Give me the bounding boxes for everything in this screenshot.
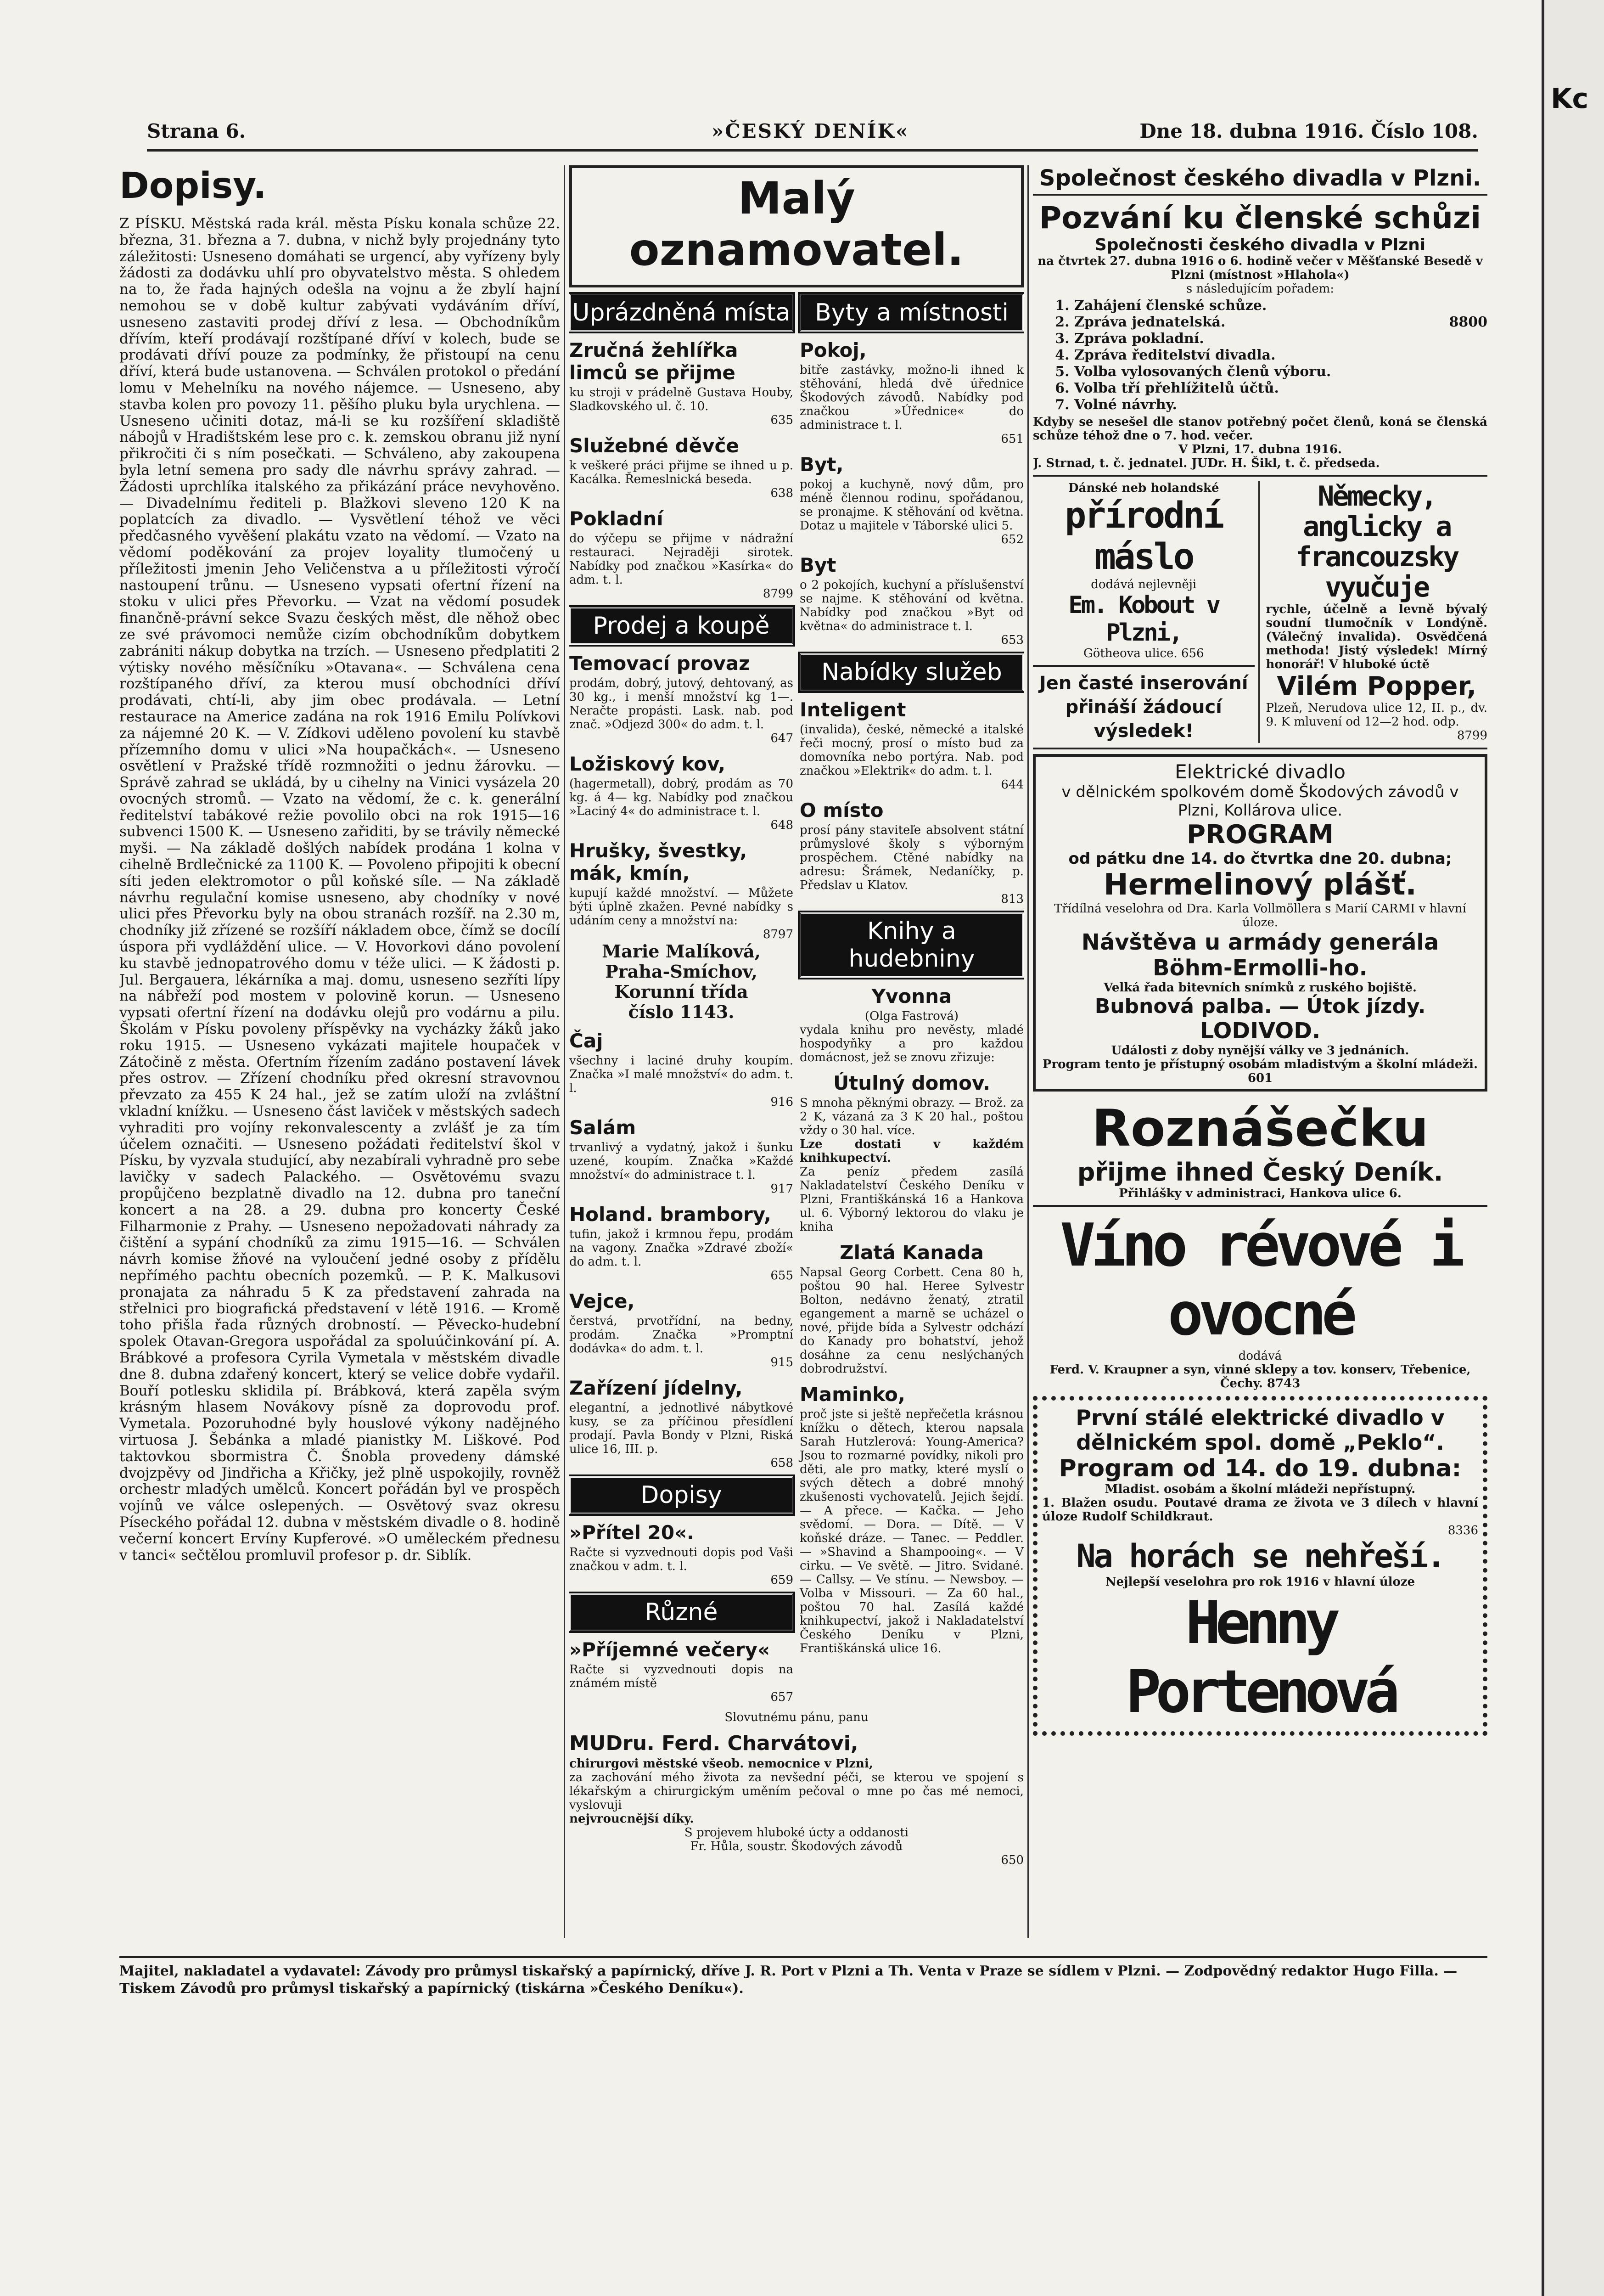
invitation-note: Kdyby se nesešel dle stanov potřebný počet členů, koná se členská schůze téhož dne o 7. hod. večer. [1033,415,1487,443]
page-number: Strana 6. [147,120,246,142]
ad-entry: Inteligent (invalida), české, německé a italské řeči mocný, prosí o místo bud za domovníka nebo portýra. Nab. pod značkou »Elektrik« do adm. t. l. 644 [800,698,1024,792]
category-header: Nabídky služeb [800,653,1024,691]
ads-column [1033,165,1487,1942]
ad-entry: O místo prosí pány staviteľe absolvent státní průmyslové školy s výborným prospěchem. Ctěné nabídky na adresu: Šrámek, Nedaníčky, p. Předslav u Klatov. 813 [800,799,1024,906]
insertion-slogan: Jen časté inserování přináší žádoucí výsledek! [1039,673,1248,742]
classifieds-right [800,287,1024,1704]
classifieds-left [569,287,793,1704]
ad-entry: »Příjemné večery« Račte si vyzvednouti dopis na známém místě 657 [569,1638,793,1704]
ad-entry: Hrušky, švestky, mák, kmín, kupují každé množství. — Můžete býti úplně zkažen. Pevné nabídky s udáním ceny a množství na: 8797 [569,839,793,941]
ad-entry: Pokladní do výčepu se přijme v nádražní restauraci. Nejraději sirotek. Nabídky pod značkou »Kasírka« do adm. t. l. 8799 [569,507,793,601]
column-divider [1027,165,1029,1938]
edge-fragment: Kc [1551,83,1589,115]
classifieds-row [569,287,1024,1704]
kanada-ad: Zlatá Kanada Napsal Georg Corbett. Cena 80 h, poštou 90 hal. Heree Sylvestr Bolton, nedávno ženatý, ztratil egangement a marně se ucházel o nové, přijde bída a Sylvestr odchází do Kanady pro bohatství, jehož dosáhne za cenu neslýchaných dobrodružství. [800,1241,1024,1376]
ad-entry: Ložiskový kov, (hagermetall), dobrý, prodám as 70 kg. á 4— kg. Nabídky pod značkou »Laciný 4« do administrace t. l. 648 [569,753,793,832]
category-header: Knihy a hudebniny [800,912,1024,978]
book-order-note: Lze dostati v každém knihkupectví. Za peníz předem zasílá Nakladatelství Českého Deníku v Plzni, Františkánská 16 a Hankova ul. 6. Výborný lektorou do vlaku je kniha [800,1137,1024,1234]
ad-entry: Holand. brambory, tufin, jakož i krmnou řepu, prodám na vagony. Značka »Zdravé zboží« do adm. t. l. 655 [569,1203,793,1283]
malikova-address: Marie Malíková, Praha-Smíchov, Korunní třída číslo 1143. [602,941,761,1022]
ad-entry: Čaj všechny i laciné druhy koupím. Značka »I malé množství« do adm. t. l. 916 [569,1030,793,1109]
ads-row [1033,481,1487,743]
category-header: Uprázdněná místa [569,294,793,332]
theatre-society-heading: Společnost českého divadla v Plzni. [1033,165,1487,196]
section-title: Dopisy. [119,165,267,207]
invitation-date: na čtvrtek 27. dubna 1916 o 6. hodině večer v Měšťanské Besedě v Plzni (místnost »Hlahola«) [1038,254,1483,282]
newspaper-title: »ČESKÝ DENÍK« [712,120,909,142]
adjacent-page-edge [1542,0,1604,2296]
thanks-notice: Slovutnému pánu, panu MUDru. Ferd. Charvátovi, chirurgovi městské všeob. nemocnice v Plzni, za zachování mého života za nevšední péči, se kterou ve spojení s lékařským a chirurgickým uměním pečoval o mne po čas mé nemoci, vyslovuji nejvroucnější díky. S projevem hluboké úcty a oddanosti Fr. Hůla, soustr. Škodových závodů 650 [569,1711,1024,1867]
classifieds-title: Malý oznamovatel. [569,165,1024,287]
ad-entry: Služebné děvče k veškeré práci přijme se ihned u p. Kacálka. Řemeslnická beseda. 638 [569,434,793,500]
issue-date: Dne 18. dubna 1916. Číslo 108. [1139,120,1478,142]
butter-ad: Dánské neb holandské přírodní máslo dodává nejlevněji Em. Kobout v Plzni, Götheova ulice. 656 Jen časté inserování přináší žádoucí výsledek! [1033,481,1260,743]
ad-entry: Salám trvanlivý a vydatný, jakož i šunku uzené, koupím. Značka »Každé množství« do administrace t. l. 917 [569,1116,793,1196]
peklo-cinema-ad: První stálé elektrické divadlo v dělnickém spol. domě „Peklo“. Program od 14. do 19. dubna: Mladist. osobám a školní mládeži nepřístupný. 1. Blažen osudu. Poutavé drama ze života ve 3 dílech v hlavní úloze Rudolf Schildkraut. 8336 Na horách se nehřeší. Nejlepší veselohra pro rok 1916 v hlavní úloze Henny Portenová [1033,1396,1487,1736]
invitation-title: Pozvání ku členské schůzi [1039,200,1481,236]
agenda-list: 1. Zahájení členské schůze. 2. Zpráva jednatelská. 8800 3. Zpráva pokladní. 4. Zpráva ředitelství divadla. 5. Volba vylosovaných členů výboru. 6. Volba tří přehlížitelů účtů. 7. Volné návrhy. [1074,298,1487,413]
ad-entry: Temovací provaz prodám, dobrý, jutový, dehtovaný, as 30 kg., i menší množství kg 1—. Neračte propásti. Lask. nab. pod znač. »Odjezd 300« do adm. t. l. 647 [569,652,793,745]
cinema-ad: Elektrické divadlo v dělnickém spolkovém domě Škodových závodů v Plzni, Kollárova ulice. PROGRAM od pátku dne 14. do čtvrtka dne 20. dubna; Hermelinový plášť. Třídílná veselohra od Dra. Karla Vollmöllera s Marií CARMI v hlavní úloze. Návštěva u armády generála Böhm-Ermolli-ho. Velká řada bitevních snímků z ruského bojiště. Bubnová palba. — Útok jízdy. LODIVOD. Události z doby nynější války ve 3 jednáních. Program tento je přístupný osobám mladistvým a školní mládeži. 601 [1033,754,1487,1092]
ad-entry: Byt, pokoj a kuchyně, nový dům, pro méně člennou rodinu, spořádanou, se pronajme. K stěhování od května. Dotaz u majitele v Táborské ulici 5. 652 [800,453,1024,546]
imprint-footer: Majitel, nakladatel a vydavatel: Závody pro průmysl tiskařský a papírnický, dříve J. R. Port v Plzni a Th. Venta v Praze se sídlem v Plzni. — Zodpovědný redaktor Hugo Filla. — Tiskem Závodů pro průmysl tiskařský a papírnický (tiskárna »Českého Deníku«). [119,1952,1487,1998]
ad-entry: »Přítel 20«. Račte si vyzvednouti dopis pod Vaši značkou v adm. t. l. 659 [569,1521,793,1587]
classifieds-column [569,165,1024,1942]
language-lessons-ad: Německy, anglicky a francouzsky vyučuje rychle, účelně a levně bývalý soudní tlumočník v Londýně. (Válečný invalida). Osvědčená methoda! Jistý výsledek! Mírný honorář! V hluboké úctě Vilém Popper, Plzeň, Nerudova ulice 12, II. p., dv. 9. K mluvení od 12—2 hod. odp. 8799 [1266,480,1487,743]
category-header: Prodej a koupě [569,607,793,645]
category-header: Byty a místnosti [800,294,1024,332]
dopisy-column [119,165,560,1942]
ad-entry: Zařízení jídelny, elegantní, a jednotlivé nábytkové kusy, se za příčinou přesídlení prodají. Pavla Bondy v Plzni, Riská ulice 16, III. p. 658 [569,1377,793,1470]
page-header [147,117,1478,152]
ad-entry: Zručná žehlířka limců se přijme ku stroji v prádelně Gustava Houby, Sladkovského ul. č. 10. 635 [569,339,793,427]
yvonna-ad: Yvonna (Olga Fastrová) vydala knihu pro nevěsty, mladé hospodyňky a pro každou domácnost, jež se znovu zřizuje: Útulný domov. S mnoha pěknými obrazy. — Brož. za 2 K, vázaná za 3 K 20 hal., poštou vždy o 30 hal. více. [800,985,1024,1137]
invitation-subtitle: Společnosti českého divadla v Plzni [1094,236,1426,254]
invitation-signatures: J. Strnad, t. č. jednatel. JUDr. H. Šikl, t. č. předseda. [1033,456,1380,470]
maminko-ad: Maminko, proč jste si ještě nepřečetla krásnou knížku o dětech, kterou napsala Sarah Hutzlerová: Young-America? Jsou to rozmarné povídky, nikoli pro děti, ale pro matky, které myslí o svých dětech a dobré mnohý zkušenosti vychovatelů. Jejich šejdí. — A přece. — Kačka. — Jeho svědomí. — Dora. — Dítě. — V koňské dráze. — Tanec. — Peddler. — »Shavind a Shampooing«. — V cirku. — Ve světě. — Jitro. Svidané. — Callsy. — Ve stínu. — Newsboy. — Volba v Missouri. — Za 60 hal., poštou 70 hal. Zasílá každé knihkupectví, jakož i Nakladatelství Českého Deníku v Plzni, Františkánská ulice 16. [800,1383,1024,1655]
divider [1033,475,1487,477]
wine-ad: Víno révové i ovocné dodává Ferd. V. Kraupner a syn, vinné sklepy a tov. konserv, Třebenice, Čechy. 8743 [1049,1211,1471,1390]
courier-ad: Roznášečku přijme ihned Český Deník. Přihlášky v administraci, Hankova ulice 6. [1077,1099,1443,1200]
ad-entry: Byt o 2 pokojích, kuchyní a příslušenství se najme. K stěhování od května. Nabídky pod značkou »Byt od května« do administrace t. l. 653 [800,554,1024,647]
column-divider [564,165,565,1938]
ad-entry: Pokoj, bitře zastávky, možno-li ihned k stěhování, hledá dvě úřednice Škodových závodů. Nabídky pod značkou »Úřednice« do administrace t. l. 651 [800,339,1024,446]
dopisy-article: Z PÍSKU. Městská rada král. města Písku konala schůze 22. března, 31. března a 7. dubna, v nichž byly projednány tyto záležitosti: Usneseno domáhati se urgencí, aby vyřízeny byly žádosti za dodávku uhlí pro obyvatelstvo města. S ohledem na to, že řada hajných odešla na vojnu a že zbylí hajní nemohou se v době kultur zabývati vydáváním dříví, usneseno zastaviti prodej dříví z lesa. — Obchodníkům dřívím, kteří prodávají rozštípané dříví v kolech, bude se prodávati dříví pouze za podmínky, že přistoupí na cenu dříví, která bude ustanovena. — Schválen protokol o předání lomu v Mehelníku na nového nájemce. — Usneseno, aby stavba kolen pro povozy 11. pěšího pluku byla urychlena. — Usneseno učiniti dotaz, má-li se ku rozšíření skladiště nábojů v Hradištském lese pro c. k. zemskou obranu již nyní přikročiti či s ním posečkati. — Schváleno, aby zakoupena byla letní semena pro sady dle návrhu správy zahrad. — Žádosti uprchlíka italského za přikázání práce nevyhověno. — Divadelnímu řediteli p. Blažkovi sleveno 120 K na poplatcích za divadlo. — Vysvětlení téhož ve věci předčasného vyvěšení plakátu vzato na vědomí. — Vzato na vědomí poděkování za projev loyality tlumočený u příležitosti jmenin Jeho Veličenstva a u příležitosti výročí nastoupení trůnu. — Usneseno vypsati ofertní řízení na stoku v ulici přes Převorku. — Vzat na vědomí posudek finančně-právní sekce Svazu českých měst, dle něhož obec ze své právomoci nemůže cizím obchodníkům dobytkem zabrániti nákup dobytka na trzích. — Usneseno předplatiti 2 výtisky nového měsíčníku »Otavana«. — Schválena cena rozštípaného dříví, za kterou musí obchodníci dříví prodávati, chtí-li, aby jim obec prodávala. — Letní restaurace na Americe zadána na rok 1916 Emilu Polívkovi za nájemné 20 K. — V. Zídkovi uděleno povolení ku stavbě přízemního domu v ulici »Na houpačkách«. — Usneseno osvětlení v Pražské třídě rozmnožiti o jednu žárovku. — Správě zahrad se ukládá, by u cihelny na Vinici vysázela 20 ovocných stromů. — Vzato na vědomí, že c. k. generální ředitelství tabákové režie povolilo obci na rok 1915—16 subvenci 1500 K. — Usneseno zařiditi, by se trávily německé myši. — Na základě došlých nabídek prodána 1 kolna v cihelně Brdlečnické za 1100 K. — Povoleno připojiti k obecní síti jeden elektromotor o půl koňské síle. — Na základě návrhu regulační komise usneseno, aby chodníky v nové ulici přes Převorku byly na obou stranách rozšíř. na 2.30 m, chodníky již zřízené se rozšíří nákladem obce, čímž se docílí úspora při vydláždění ulice. — V. Hovorkovi dáno povolení ku stavbě jednopatrového domu v téže ulici. — K žádosti p. Jul. Bergauera, lékárníka a maj. domu, usneseno sezříti lípy na nábřeží pod mostem v polovině korun. — Usneseno vypsati ofertní řízení na dodávku olejů pro vodárnu a pilu. Školám v Písku povoleny příspěvky na vycházky žáků jako roku 1915. — Usneseno vykázati majitele houpaček v Zátočině z města. Ofertním řízením zadáno postavení lávek přes ostrov. — Zřízení chodníku před okresní stravovnou převzato za 455 K 24 hal., jež se zatím uloží na zvláštní vkladní knížku. — Usneseno část laviček v městských sadech vyhraditi pro vojíny rekonvalescenty a zvlášť je za tím účelem označiti. — Usneseno požádati ředitelství škol v Písku, by vyzvala studující, aby nezabírali vyhradně pro sebe lavičky v sadech Palackého. — Osvětovému svazu propůjčeno bezplatně divadlo na 12. dubna pro taneční koncert a na 28. a 29. dubna pro koncerty České Filharmonie z Prahy. — Usneseno nepožadovati náhrady za čištění a sypání chodníků za zimu 1915—16. — Schválen návrh komise žňové na vyloučení jedné osoby z přídělu nepřímého pachtu obecních pozemků. — P. K. Malkusovi pronajata za náhradu 5 K za představení zahrada na střelnici pro biografická představení v létě 1916. — Kromě toho přišla řada různých drobností. — Pěvecko-hudební spolek Otavan-Gregora uspořádal za spoluúčinkování pí. A. Brábkové a profesora Cyrila Vymetala v městském divadle dne 8. dubna zdařený koncert, který se velice dobře vydařil. Bouří potlesku sklidila pí. Brábková, která zapěla svým krásným hlasem Novákovy písně za doprovodu prof. Vymetala. Pozoruhodné byly houslové výkony nadějného virtuosa J. Šebánka a mladé pianistky M. Liškové. Pod taktovkou sbormistra Č. Šnobla provedeny dámské dvojzpěvy od Jindřicha a Křičky, jež plně uspokojily, rovněž orchestr mladých umělců. Koncert pořádán byl ve prospěch vojínů ve válce oslepených. — Osvětový svaz okresu Píseckého pořádal 12. dubna v městském divadle o 8. hodině večerní koncert Ervíny Kupferové. »O uměleckém přednesu v tanci« sečtělou promluvil profesor p. dr. Siblík. [119,215,560,1564]
invitation-agenda-label: s následujícím pořadem: [1186,282,1335,296]
invitation-place-date: V Plzni, 17. dubna 1916. [1178,443,1342,456]
category-header: Dopisy [569,1476,793,1514]
ad-entry: Vejce, čerstvá, prvotřídní, na bedny, prodám. Značka »Promptní dodávka« do adm. t. l. 915 [569,1290,793,1369]
category-header: Různé [569,1593,793,1631]
